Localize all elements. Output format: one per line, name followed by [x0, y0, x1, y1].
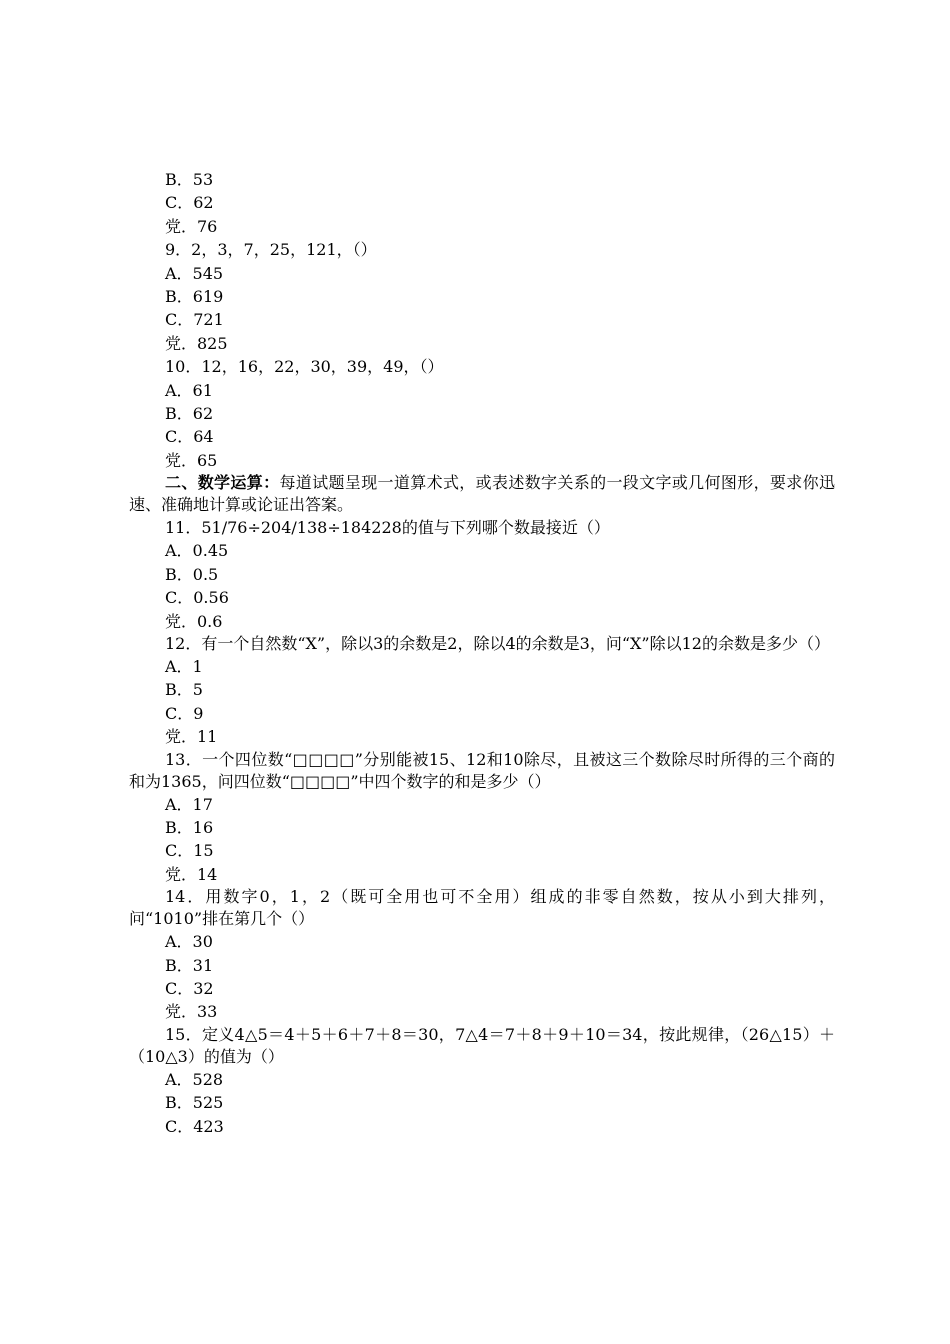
answer-option: 党．14: [165, 864, 218, 884]
answer-option: B．31: [165, 955, 214, 975]
answer-option: B．53: [165, 170, 214, 189]
answer-option: C．64: [165, 427, 214, 447]
answer-option: A．0.45: [165, 541, 229, 561]
answer-option: B．525: [165, 1093, 224, 1113]
question-text: 15．定义4△5＝4＋5＋6＋7＋8＝30，7△4＝7＋8＋9＋10＝34，按此规律，（26△15）＋（10△3）的值为（）: [129, 1024, 835, 1066]
question-text: 11．51/76÷204/138÷184228的值与下列哪个数最接近（）: [165, 518, 610, 538]
answer-option: 党．65: [165, 450, 218, 470]
section-description: 每道试题呈现一道算术式，或表述数字关系的一段文字或几何图形，要求你迅速、准确地计算或论证出答案。: [129, 473, 835, 515]
answer-option: C．62: [165, 193, 214, 213]
answer-option: A．17: [165, 794, 213, 814]
answer-option: 党．11: [165, 727, 218, 747]
answer-option: C．423: [165, 1116, 224, 1136]
answer-option: 党．825: [165, 333, 228, 353]
answer-option: A．1: [165, 657, 203, 677]
question-text: 12．有一个自然数“X”，除以3的余数是2，除以4的余数是3，问“X”除以12的余数是多少（）: [165, 634, 830, 654]
answer-option: B．619: [165, 286, 224, 306]
answer-option: A．528: [165, 1069, 224, 1089]
question-text: 13．一个四位数“□□□□”分别能被15、12和10除尽，且被这三个数除尽时所得的三个商的和为1365，问四位数“□□□□”中四个数字的和是多少（）: [129, 749, 835, 791]
answer-option: B．5: [165, 680, 203, 700]
answer-option: B．62: [165, 403, 214, 423]
answer-option: 党．76: [165, 216, 218, 236]
answer-option: 党．0.6: [165, 611, 223, 631]
answer-option: C．9: [165, 703, 204, 723]
answer-option: A．30: [165, 932, 213, 952]
answer-option: C．32: [165, 978, 214, 998]
answer-option: B．0.5: [165, 564, 219, 584]
question-text: 10．12，16，22，30，39，49，（）: [165, 357, 444, 377]
answer-option: C．721: [165, 310, 224, 330]
answer-option: C．15: [165, 841, 214, 861]
section-heading: 二、数学运算：: [165, 473, 280, 493]
section-instructions: [129, 472, 835, 516]
answer-option: C．0.56: [165, 588, 229, 608]
answer-option: A．61: [165, 380, 213, 400]
answer-option: 党．33: [165, 1002, 218, 1022]
question-text: 9．2，3，7，25，121，（）: [165, 240, 377, 260]
answer-option: B．16: [165, 817, 214, 837]
document-body: [129, 168, 835, 1138]
answer-option: A．545: [165, 263, 224, 283]
question-text: 14．用数字0，1，2（既可全用也可不全用）组成的非零自然数，按从小到大排列，问“1010”排在第几个（）: [129, 887, 835, 929]
